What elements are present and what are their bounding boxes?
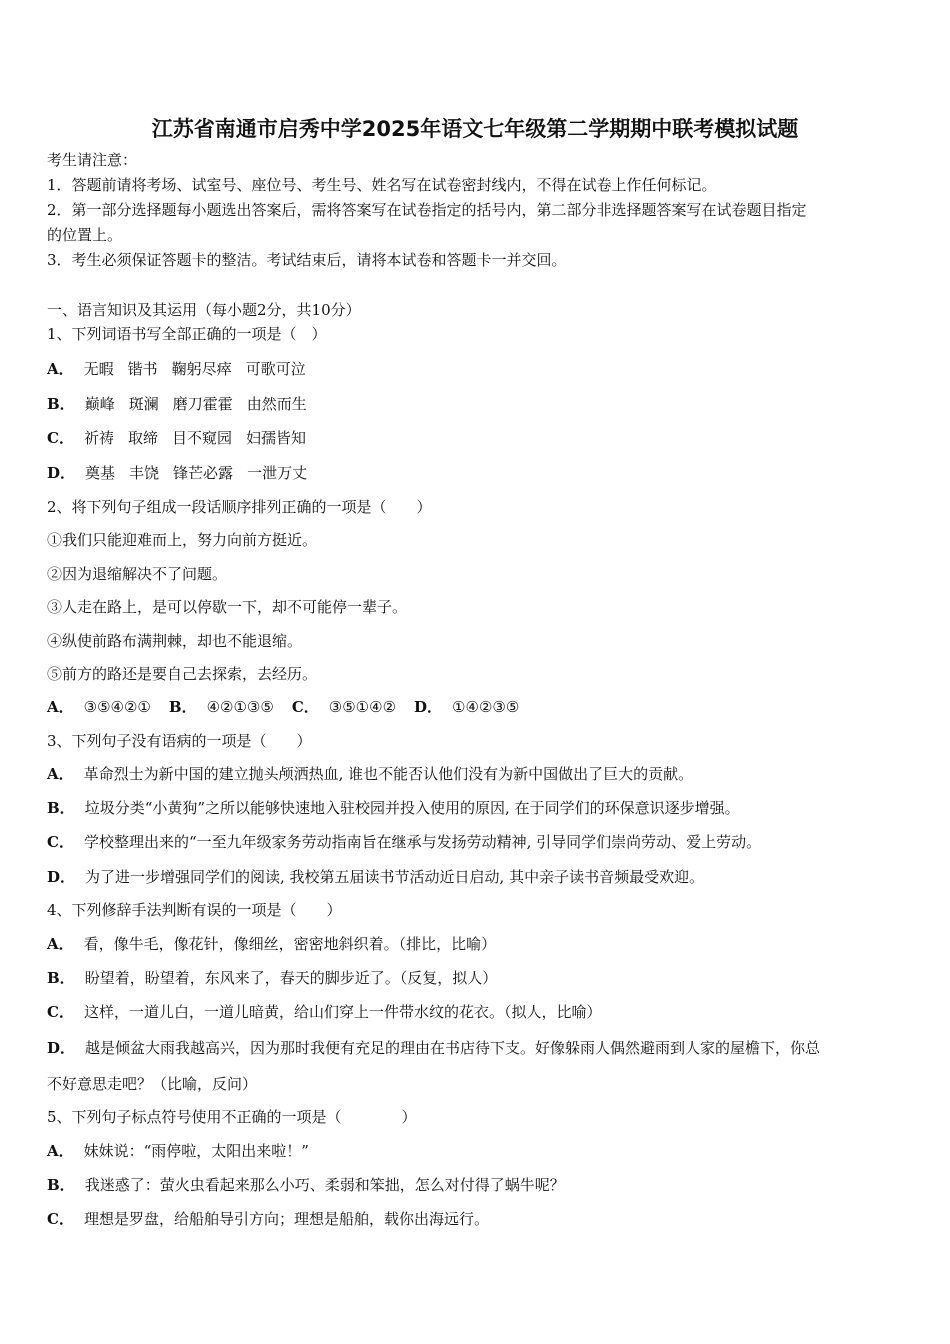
- option-text: 我迷惑了：萤火虫看起来那么小巧、柔弱和笨拙，怎么对付得了蜗牛呢？: [84, 1176, 565, 1194]
- option-text: 理想是罗盘，给船舶导引方向；理想是船舶，载你出海远行。: [83, 1210, 489, 1228]
- option-word: 可歌可泣: [245, 360, 306, 378]
- q4-option-d-cont: 不好意思走吧？（比喻，反问）: [47, 1075, 258, 1093]
- q2-sentence-4: ④纵使前路布满荆棘，却也不能退缩。: [47, 632, 303, 650]
- option-word: 锋芒必露: [173, 464, 234, 482]
- option-word: 奠基: [85, 464, 116, 482]
- notice-item-1: 1．答题前请将考场、试室号、座位号、考生号、姓名写在试卷密封线内，不得在试卷上作任何标记。: [47, 176, 717, 194]
- q1-option-b: [47, 394, 307, 414]
- option-text: 为了进一步增强同学们的阅读, 我校第五届读书节活动近日启动, 其中亲子读书音频最受欢迎。: [85, 868, 705, 886]
- option-word: 丰饶: [129, 464, 160, 482]
- notice-item-2: 2．第一部分选择题每小题选出答案后，需将答案写在试卷指定的括号内，第二部分非选择题答案写在试卷题目指定: [47, 201, 807, 219]
- q4-option-a: [47, 934, 496, 954]
- q3-option-d: [47, 867, 704, 887]
- notice-item-2-cont: 的位置上。: [47, 226, 123, 244]
- option-text: 垃圾分类“小黄狗”之所以能够快速地入驻校园并投入使用的原因, 在于同学们的环保意识逐步增强。: [84, 799, 740, 817]
- option-label: D．: [414, 698, 443, 716]
- option-text: ①④②③⑤: [452, 698, 520, 716]
- option-word: 一泄万丈: [247, 464, 308, 482]
- option-word: 目不窥园: [171, 429, 232, 447]
- q2-sentence-2: ②因为退缩解决不了问题。: [47, 565, 228, 583]
- q2-options: [47, 697, 519, 717]
- notice-item-3: 3．考生必须保证答题卡的整洁。考试结束后，请将本试卷和答题卡一并交回。: [47, 251, 567, 269]
- q4-stem: 4、下列修辞手法判断有误的一项是（ ）: [47, 901, 342, 919]
- q2-sentence-3: ③人走在路上，是可以停歇一下，却不可能停一辈子。: [47, 598, 408, 616]
- option-text: 革命烈士为新中国的建立抛头颅洒热血, 谁也不能否认他们没有为新中国做出了巨大的贡献。: [83, 765, 694, 783]
- option-label: A．: [47, 698, 74, 716]
- option-label: D．: [47, 1039, 76, 1057]
- option-label: D．: [47, 868, 76, 886]
- q3-stem: 3、下列句子没有语病的一项是（ ）: [47, 732, 312, 750]
- option-text: ③⑤①④②: [328, 698, 397, 716]
- option-text: ④②①③⑤: [206, 698, 274, 716]
- option-label: B．: [47, 1176, 75, 1194]
- option-label: A．: [47, 1142, 74, 1160]
- q4-option-c: [47, 1002, 601, 1022]
- option-word: 由然而生: [246, 395, 307, 413]
- option-label: C．: [47, 1003, 74, 1021]
- option-word: 磨刀霍霍: [172, 395, 233, 413]
- option-label: C．: [47, 1210, 74, 1228]
- option-label: A．: [47, 935, 74, 953]
- option-text: 看，像牛毛，像花针，像细丝，密密地斜织着。（排比，比喻）: [83, 935, 497, 953]
- option-label: B．: [47, 969, 75, 987]
- option-text: ③⑤④②①: [83, 698, 151, 716]
- q1-option-c: [47, 428, 306, 448]
- page-title: 江苏省南通市启秀中学2025年语文七年级第二学期期中联考模拟试题: [151, 117, 799, 141]
- option-label: C．: [47, 833, 74, 851]
- q4-option-d: [47, 1038, 820, 1058]
- option-word: 锴书: [127, 360, 158, 378]
- option-text: 越是倾盆大雨我越高兴，因为那时我便有充足的理由在书店待下支。好像躲雨人偶然避雨到人家的屋檐下，你总: [85, 1039, 821, 1057]
- q3-option-c: [47, 832, 761, 852]
- option-label: C．: [291, 698, 319, 716]
- option-text: 学校整理出来的“一至九年级家务劳动指南旨在继承与发扬劳动精神, 引导同学们崇尚劳动、爱上劳动。: [83, 833, 762, 851]
- option-word: 鞠躬尽瘁: [171, 360, 232, 378]
- option-word: 妇孺皆知: [246, 429, 307, 447]
- q5-stem: 5、下列句子标点符号使用不正确的一项是（ ）: [47, 1108, 417, 1126]
- option-text: 这样，一道儿白，一道儿暗黄，给山们穿上一件带水纹的花衣。（拟人，比喻）: [83, 1003, 602, 1021]
- option-label: B．: [47, 395, 75, 413]
- option-label: B．: [47, 799, 75, 817]
- q4-option-b: [47, 968, 497, 988]
- option-text: 盼望着，盼望着，东风来了，春天的脚步近了。（反复，拟人）: [84, 969, 498, 987]
- option-word: 巅峰: [84, 395, 115, 413]
- q5-option-c: [47, 1209, 489, 1229]
- q1-option-a: [47, 359, 306, 379]
- option-word: 取缔: [127, 429, 158, 447]
- q2-stem: 2、将下列句子组成一段话顺序排列正确的一项是（ ）: [47, 498, 432, 516]
- q3-option-a: [47, 764, 693, 784]
- option-word: 无暇: [83, 360, 114, 378]
- option-label: D．: [47, 464, 76, 482]
- option-label: C．: [47, 429, 74, 447]
- q2-sentence-1: ①我们只能迎难而上，努力向前方挺近。: [47, 531, 318, 549]
- option-label: A．: [47, 765, 74, 783]
- option-word: 祈祷: [83, 429, 114, 447]
- option-text: 妹妹说：“雨停啦，太阳出来啦！”: [83, 1142, 309, 1160]
- q2-sentence-5: ⑤前方的路还是要自己去探索，去经历。: [47, 665, 318, 683]
- q1-option-d: [47, 463, 307, 483]
- q5-option-a: [47, 1141, 309, 1161]
- option-label: B．: [168, 698, 197, 716]
- q5-option-b: [47, 1175, 565, 1195]
- notice-heading: 考生请注意：: [47, 151, 138, 169]
- section-heading: 一、语言知识及其运用（每小题2分，共10分）: [47, 301, 361, 319]
- option-word: 斑澜: [128, 395, 159, 413]
- q1-stem: 1、下列词语书写全部正确的一项是（ ）: [47, 325, 327, 343]
- option-label: A．: [47, 360, 74, 378]
- q3-option-b: [47, 798, 740, 818]
